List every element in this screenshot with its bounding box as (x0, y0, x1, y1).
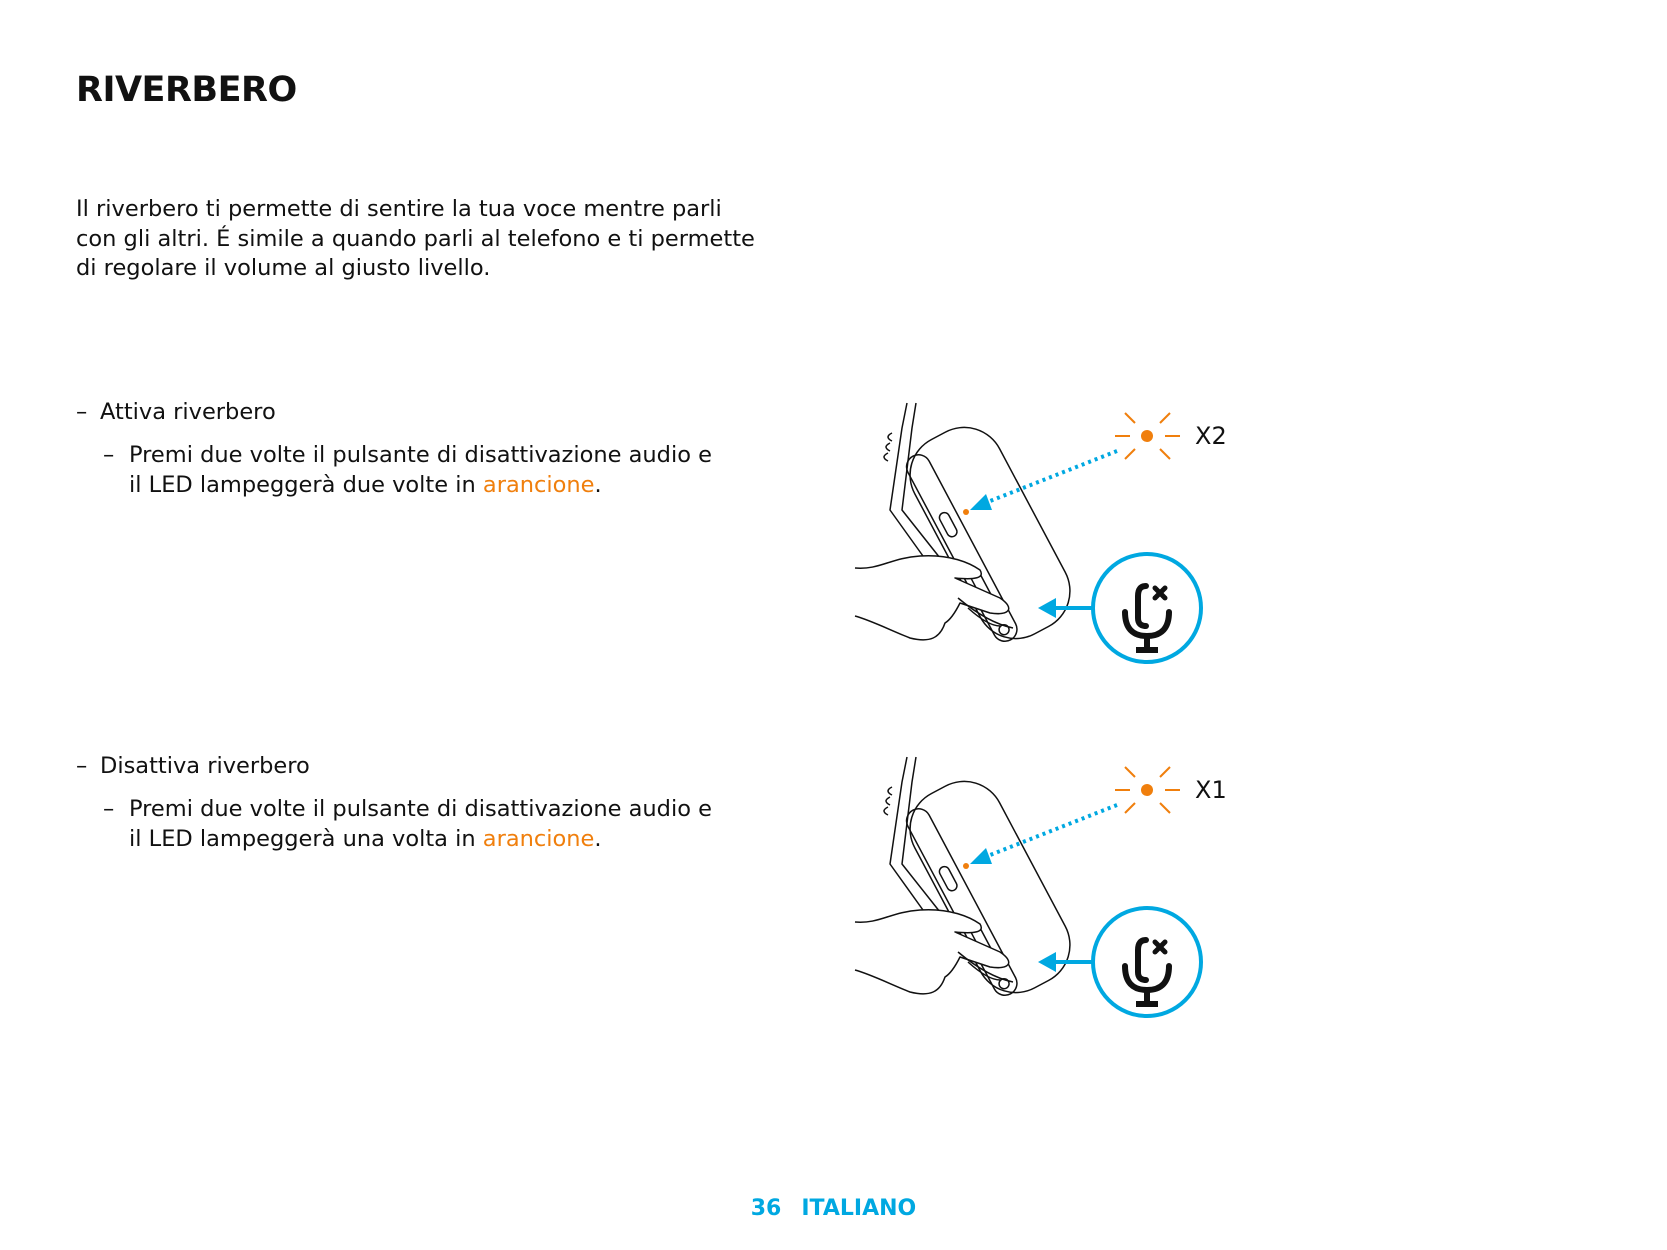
section-heading-activate: – Attiva riverbero (76, 399, 276, 425)
heading-text: Disattiva riverbero (100, 753, 310, 779)
dotted-arrow (970, 805, 1117, 864)
intro-paragraph: Il riverbero ti permette di sentire la tua voce mentre parli con gli altri. É simile a quando parli al telefono e ti permette di regolare il volume al giusto livello. (76, 196, 755, 281)
led-blink-icon (1115, 413, 1180, 459)
headset-illustration (855, 757, 1084, 1007)
language-label: ITALIANO (801, 1196, 917, 1221)
led-blink-icon (1115, 767, 1180, 813)
illustration-deactivate (850, 752, 1230, 1032)
step-end: . (594, 471, 602, 498)
page-footer (0, 1196, 1667, 1221)
step-text: Premi due volte il pulsante di disattivazione audio e il LED lampeggerà una volta in (129, 796, 712, 852)
step-activate: – Premi due volte il pulsante di disattivazione audio e il LED lampeggerà due volte in arancione. (103, 442, 712, 498)
dotted-arrow (970, 451, 1117, 510)
color-word: arancione (482, 471, 595, 498)
headset-illustration (855, 403, 1084, 653)
press-arrow (1038, 952, 1092, 972)
section-heading-deactivate: – Disattiva riverbero (76, 753, 310, 779)
page-number: 36 (750, 1196, 782, 1221)
blink-count-label: X1 (1195, 776, 1227, 804)
led-indicator (963, 863, 969, 869)
press-arrow (1038, 598, 1092, 618)
step-text: Premi due volte il pulsante di disattivazione audio e il LED lampeggerà due volte in (129, 442, 712, 498)
blink-count-label: X2 (1195, 422, 1227, 450)
illustration-activate (850, 398, 1230, 678)
page-title: RIVERBERO (76, 70, 297, 110)
step-end: . (594, 825, 602, 852)
led-indicator (963, 509, 969, 515)
color-word: arancione (482, 825, 595, 852)
step-deactivate: – Premi due volte il pulsante di disattivazione audio e il LED lampeggerà una volta in arancione. (103, 796, 712, 852)
heading-text: Attiva riverbero (100, 399, 276, 425)
